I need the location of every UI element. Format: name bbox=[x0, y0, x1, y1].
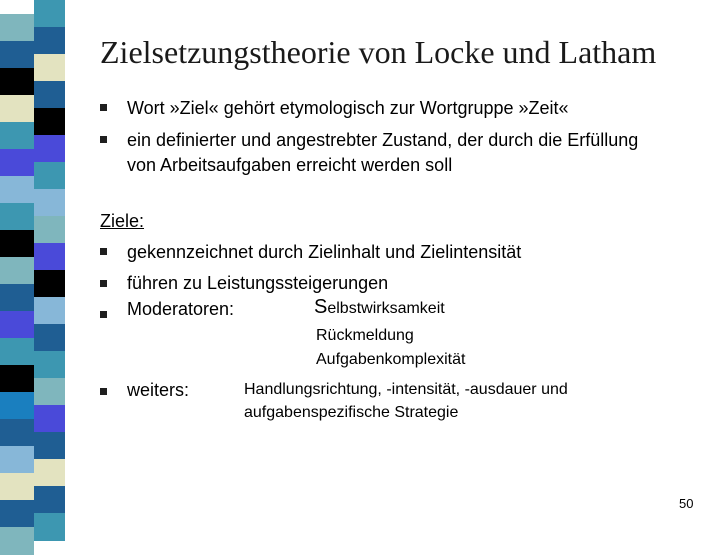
stripe-band bbox=[34, 351, 65, 379]
bullet-marker bbox=[100, 104, 107, 111]
stripe-band bbox=[34, 432, 65, 460]
bullet-marker bbox=[100, 248, 107, 255]
stripe-band bbox=[34, 297, 65, 325]
stripe-band bbox=[0, 14, 34, 42]
bullet-marker bbox=[100, 388, 107, 395]
stripe-band bbox=[34, 27, 65, 55]
stripe-band bbox=[34, 108, 65, 136]
stripe-band bbox=[34, 270, 65, 298]
stripe-band bbox=[34, 189, 65, 217]
stripe-band bbox=[34, 405, 65, 433]
bullet-marker bbox=[100, 136, 107, 143]
stripe-band bbox=[34, 0, 65, 28]
stripe-band bbox=[0, 527, 34, 555]
moderator-item-2: Aufgabenkomplexität bbox=[316, 351, 466, 368]
stripe-band bbox=[0, 284, 34, 312]
stripe-band bbox=[0, 149, 34, 177]
moderator-selbstwirksamkeit bbox=[314, 296, 445, 319]
moderator-first-rest: elbstwirksamkeit bbox=[327, 300, 445, 317]
stripe-band bbox=[0, 203, 34, 231]
stripe-band bbox=[34, 81, 65, 109]
stripe-band bbox=[34, 513, 65, 541]
stripe-band bbox=[0, 365, 34, 393]
stripe-band bbox=[34, 135, 65, 163]
slide-title: Zielsetzungstheorie von Locke und Latham bbox=[100, 34, 657, 70]
stripe-band bbox=[34, 54, 65, 82]
bullet-marker bbox=[100, 311, 107, 318]
stripe-band bbox=[34, 162, 65, 190]
section-heading: Ziele: bbox=[100, 211, 145, 231]
ziele-bullet-1: gekennzeichnet durch Zielinhalt und Zielintensität bbox=[127, 242, 522, 262]
moderator-first-letter: S bbox=[314, 296, 328, 318]
stripe-band bbox=[34, 459, 65, 487]
stripe-band bbox=[0, 176, 34, 204]
stripe-band bbox=[0, 338, 34, 366]
ziele-bullet-2: führen zu Leistungssteigerungen bbox=[127, 273, 389, 293]
stripe-band bbox=[0, 446, 34, 474]
stripe-band bbox=[34, 216, 65, 244]
moderator-item-1: Rückmeldung bbox=[316, 327, 414, 344]
weiters-line2: aufgabenspezifische Strategie bbox=[244, 404, 459, 421]
intro-bullet-2-line2: von Arbeitsaufgaben erreicht werden soll bbox=[127, 155, 453, 175]
stripe-band bbox=[0, 257, 34, 285]
stripe-band bbox=[34, 243, 65, 271]
stripe-band bbox=[0, 392, 34, 420]
stripe-band bbox=[0, 311, 34, 339]
decorative-color-stripe bbox=[0, 0, 65, 540]
bullet-marker bbox=[100, 280, 107, 287]
stripe-band bbox=[0, 95, 34, 123]
intro-bullet-2-line1: ein definierter und angestrebter Zustand, der durch die Erfüllung bbox=[127, 130, 639, 150]
stripe-band bbox=[0, 419, 34, 447]
stripe-band bbox=[0, 230, 34, 258]
moderators-label: Moderatoren: bbox=[127, 299, 235, 319]
weiters-line1: Handlungsrichtung, -intensität, -ausdauer und bbox=[244, 381, 568, 398]
intro-bullet-1: Wort »Ziel« gehört etymologisch zur Wortgruppe »Zeit« bbox=[127, 98, 569, 118]
stripe-band bbox=[0, 500, 34, 528]
stripe-band bbox=[0, 473, 34, 501]
page-number: 50 bbox=[679, 496, 694, 511]
weiters-label: weiters: bbox=[127, 380, 190, 400]
stripe-band bbox=[34, 378, 65, 406]
stripe-band bbox=[0, 41, 34, 69]
stripe-band bbox=[34, 324, 65, 352]
stripe-band bbox=[34, 486, 65, 514]
stripe-band bbox=[0, 68, 34, 96]
stripe-band bbox=[0, 122, 34, 150]
